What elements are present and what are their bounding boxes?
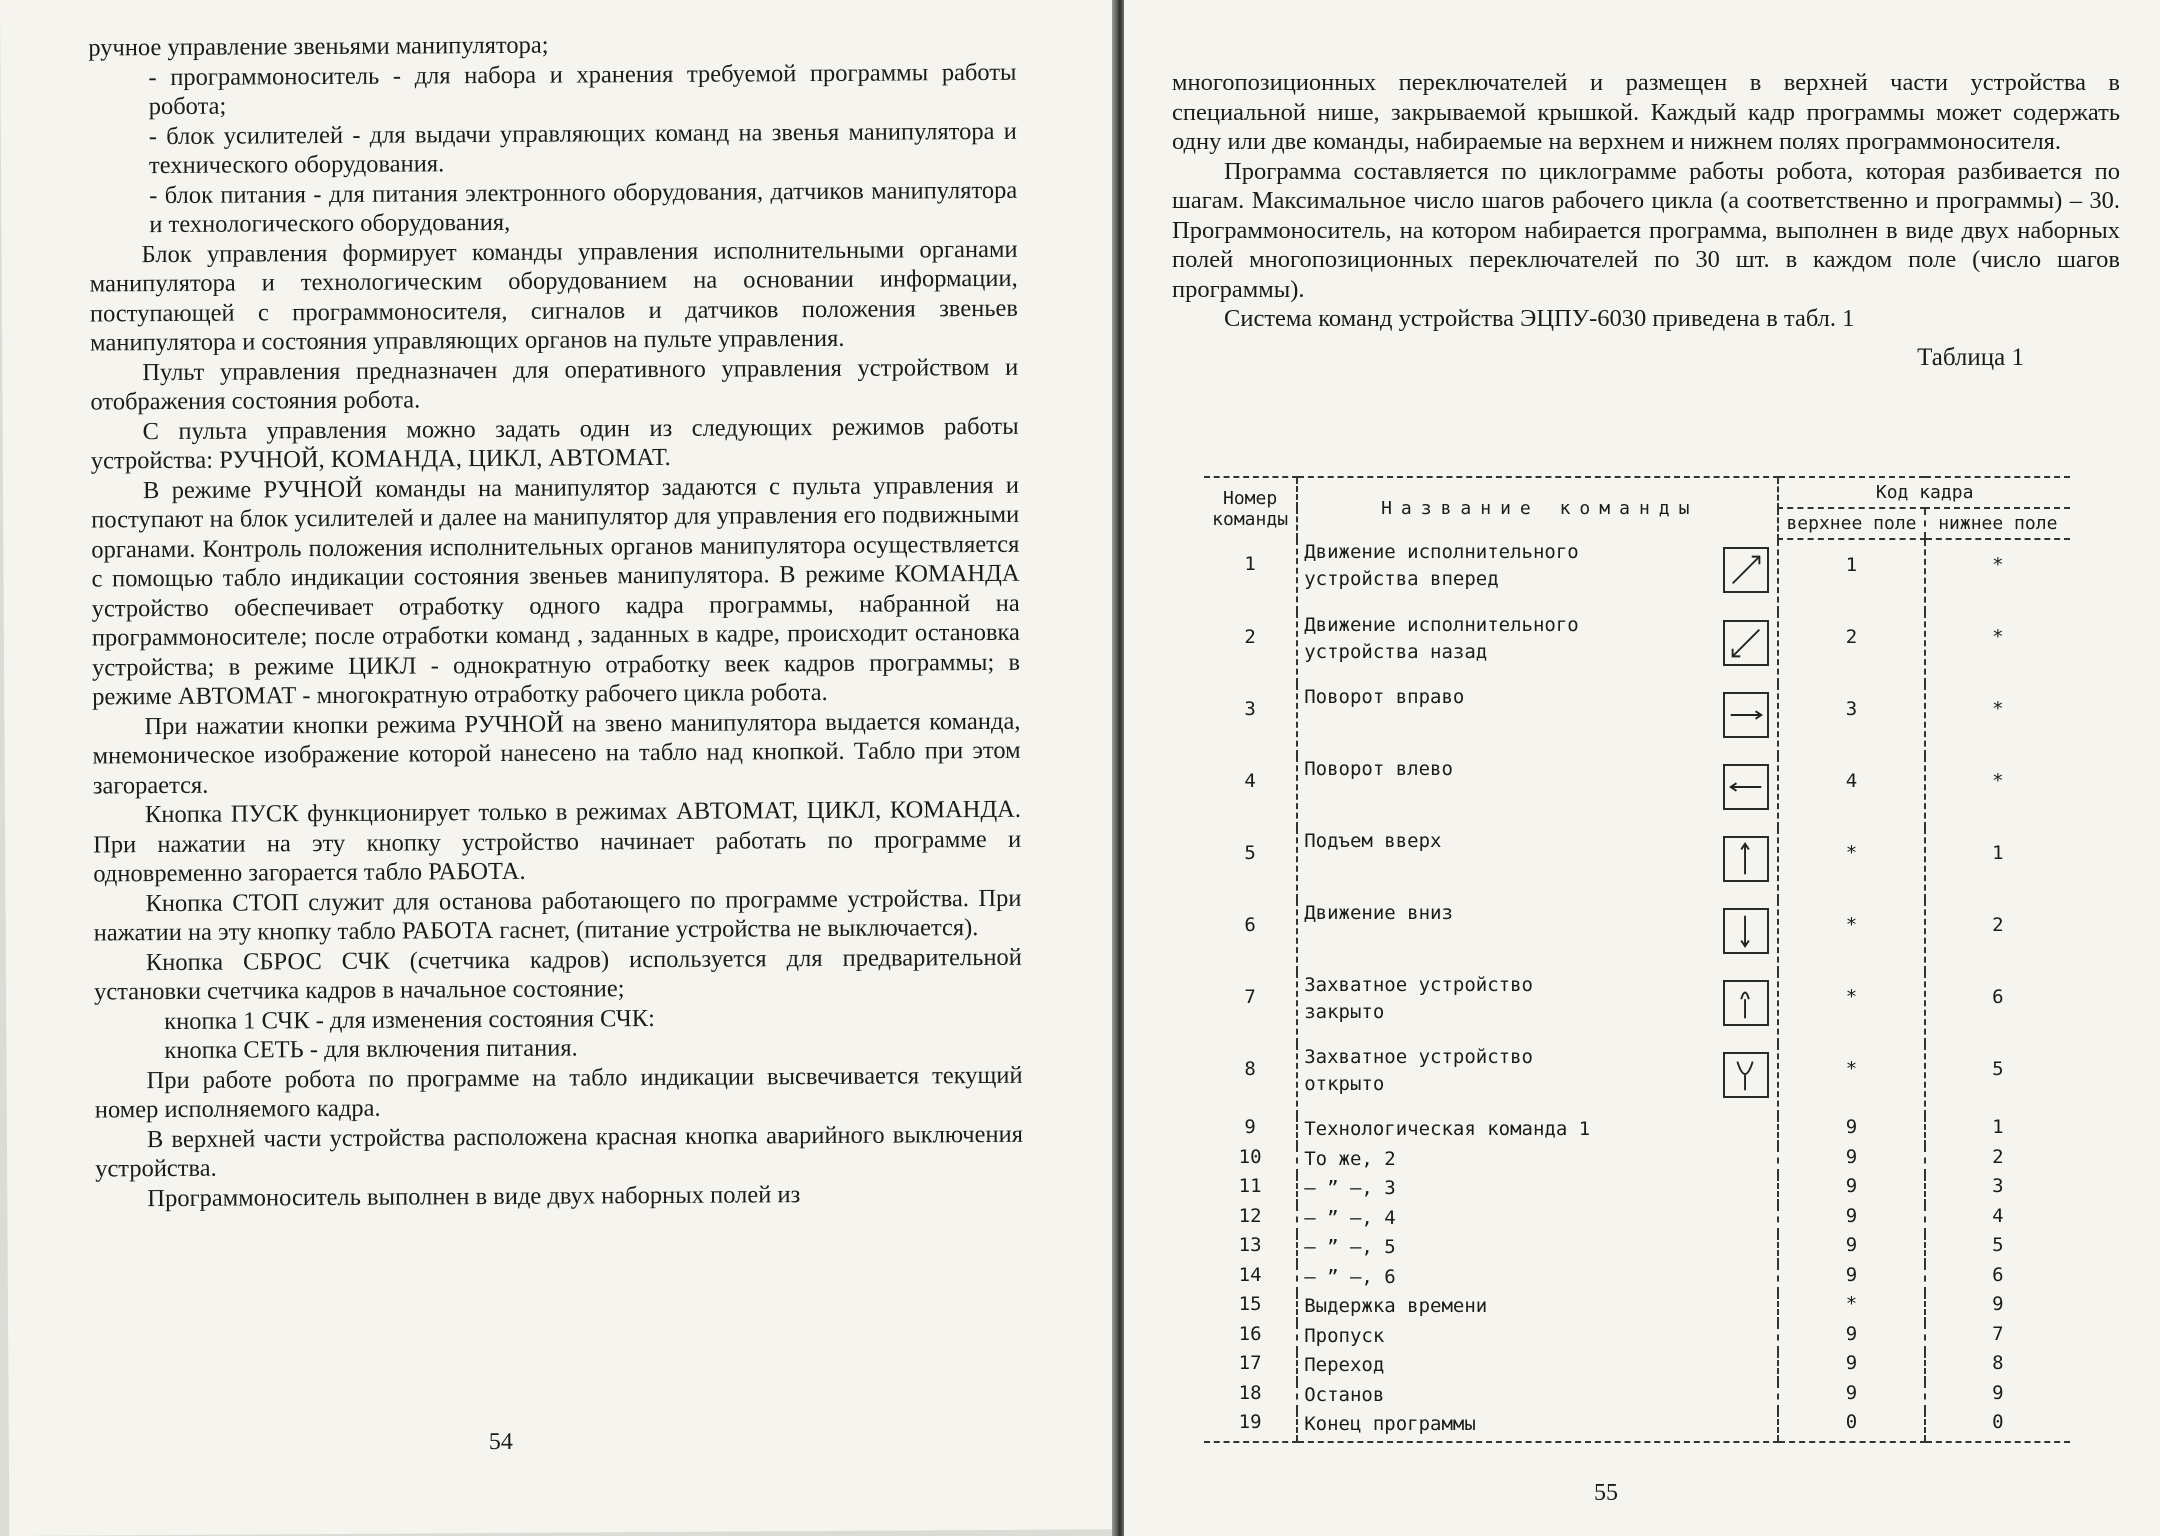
command-number: 13 — [1238, 1234, 1262, 1256]
command-name: Останов — [1304, 1383, 1385, 1406]
command-name: Захватное устройство закрыто — [1304, 974, 1533, 1023]
paragraph: - блок питания - для питания электронного оборудования, датчиков манипулятора и технологического оборудования, — [149, 176, 1018, 239]
command-name: Поворот вправо — [1304, 686, 1465, 708]
command-number: 19 — [1204, 1411, 1297, 1442]
header-number: Номер команды — [1204, 477, 1297, 539]
paragraph: Кнопка ПУСК функционирует только в режимах АВТОМАТ, ЦИКЛ, КОМАНДА. При нажатии на эту кнопку устройство начинает работать по программе и одновременно загорается табло РАБОТА. — [93, 795, 1022, 888]
diagonal-arrow-up-icon — [1723, 547, 1769, 593]
upper-field-code: 2 — [1778, 612, 1924, 684]
command-name-cell — [1297, 539, 1778, 612]
lower-field-code: 5 — [1925, 1044, 2070, 1116]
command-name-cell — [1297, 1116, 1778, 1146]
command-name-cell — [1297, 1264, 1778, 1294]
upper-field-code: 9 — [1778, 1264, 1924, 1294]
upper-field-code: * — [1778, 972, 1924, 1044]
left-page-text — [88, 28, 1023, 1214]
command-name: – ” –, 5 — [1304, 1236, 1396, 1258]
paragraph: Блок управления формирует команды управления исполнительными органами манипулятора и технологическим оборудованием на основании информации, поступающей с программоносителя, сигналов и датчиков положения звеньев манипулятора и состояния управляющих органов на пульте управления. — [89, 235, 1018, 357]
command-name: Поворот влево — [1304, 758, 1453, 780]
table-row — [1204, 612, 2070, 684]
command-name: Движение вниз — [1304, 902, 1453, 924]
command-name: Движение исполнительного устройства вперед — [1304, 541, 1579, 590]
command-name-cell — [1297, 828, 1778, 900]
lower-field-code: 5 — [1925, 1234, 2070, 1264]
paragraph: Программа составляется по циклограмме работы робота, которая разбивается по шагам. Максимальное число шагов рабочего цикла (а соответственно и программы) – 30. Программоноситель, на котором набирается программа, выполнен в виде двух наборных полей многопозиционных переключателей по 30 шт. в каждом поле (число шагов программы). — [1172, 157, 2120, 303]
paragraph: При нажатии кнопки режима РУЧНОЙ на звено манипулятора выдается команда, мнемоническое изображение которой нанесено на табло над кнопкой. Табло при этом загорается. — [92, 707, 1021, 799]
paragraph: Система команд устройства ЭЦПУ-6030 приведена в табл. 1 — [1224, 305, 1855, 332]
command-name: Подъем вверх — [1304, 830, 1442, 852]
lower-field-code: 6 — [1925, 1264, 2070, 1294]
table-row — [1204, 1044, 2070, 1116]
command-name: Пропуск — [1304, 1324, 1385, 1347]
table-row — [1204, 1352, 2070, 1382]
paragraph: При работе робота по программе на табло индикации высвечивается текущий номер исполняемого кадра. — [94, 1061, 1023, 1124]
upper-field-code: * — [1778, 900, 1924, 972]
upper-field-code: 9 — [1778, 1382, 1924, 1412]
command-number: 15 — [1238, 1293, 1262, 1315]
paragraph: Программоноситель выполнен в виде двух наборных полей из — [147, 1180, 801, 1212]
command-number: 4 — [1244, 770, 1256, 792]
lower-field-code: 2 — [1925, 1146, 2070, 1176]
upper-field-code: 9 — [1778, 1234, 1924, 1264]
table-row — [1204, 972, 2070, 1044]
upper-field-code: 9 — [1778, 1175, 1924, 1205]
command-name-cell — [1297, 1044, 1778, 1116]
upper-field-code: 4 — [1778, 756, 1924, 828]
command-name-cell — [1297, 612, 1778, 684]
table-row — [1204, 1146, 2070, 1176]
paragraph: ручное управление звеньями манипулятора; — [88, 31, 549, 62]
upper-field-code: 9 — [1778, 1352, 1924, 1382]
lower-field-code: 1 — [1925, 1116, 2070, 1146]
upper-field-code: * — [1778, 1293, 1924, 1323]
command-name: – ” –, 4 — [1304, 1206, 1396, 1229]
arrow-down-icon — [1723, 908, 1769, 954]
command-name-cell — [1297, 1234, 1778, 1264]
lower-field-code: 8 — [1925, 1352, 2070, 1382]
arrow-left-icon — [1723, 764, 1769, 810]
command-name-cell — [1297, 684, 1778, 756]
table-row — [1204, 1411, 2070, 1442]
table-row — [1204, 1382, 2070, 1412]
lower-field-code: 0 — [1925, 1411, 2070, 1442]
lower-field-code: * — [1925, 539, 2070, 612]
header-lower: нижнее поле — [1925, 508, 2070, 539]
paragraph: кнопка СЕТЬ - для включения питания. — [164, 1034, 578, 1065]
lower-field-code: 7 — [1925, 1323, 2070, 1353]
table-row — [1204, 1175, 2070, 1205]
table-row — [1204, 828, 2070, 900]
table-row — [1204, 1323, 2070, 1353]
upper-field-code: 9 — [1778, 1205, 1924, 1235]
command-number: 14 — [1238, 1263, 1262, 1286]
paragraph: - блок усилителей - для выдачи управляющих команд на звенья манипулятора и технического оборудования. — [148, 117, 1017, 180]
paragraph: В верхней части устройства расположена красная кнопка аварийного выключения устройства. — [95, 1120, 1024, 1183]
command-number: 17 — [1238, 1352, 1262, 1374]
command-name-cell — [1297, 1382, 1778, 1412]
arrow-right-icon — [1723, 692, 1769, 738]
table-row — [1204, 1264, 2070, 1294]
lower-field-code: 9 — [1925, 1293, 2070, 1323]
command-name-cell — [1297, 1323, 1778, 1353]
command-number: 5 — [1244, 842, 1256, 864]
lower-field-code: 3 — [1925, 1175, 2070, 1205]
lower-field-code: * — [1925, 612, 2070, 684]
table-row — [1204, 1205, 2070, 1235]
command-name: Выдержка времени — [1304, 1295, 1488, 1317]
command-number: 10 — [1238, 1145, 1262, 1168]
command-name: Переход — [1304, 1354, 1385, 1376]
command-number: 7 — [1244, 986, 1256, 1008]
gripper-open-icon — [1723, 1052, 1769, 1098]
diagonal-arrow-down-icon — [1723, 620, 1769, 666]
command-number: 11 — [1238, 1175, 1262, 1197]
command-name: То же, 2 — [1304, 1147, 1396, 1170]
command-number: 6 — [1244, 914, 1256, 936]
command-name-cell — [1297, 1175, 1778, 1205]
upper-field-code: * — [1778, 1044, 1924, 1116]
command-name: – ” –, 6 — [1304, 1265, 1396, 1288]
paragraph: Кнопка СБРОС СЧК (счетчика кадров) используется для предварительной установки счетчика кадров в начальное состояние; — [93, 943, 1022, 1006]
command-name-cell — [1297, 1411, 1778, 1442]
command-name-cell — [1297, 1205, 1778, 1235]
right-page-text — [1172, 68, 2120, 334]
page-number-right: 55 — [1594, 1480, 1618, 1506]
command-number: 16 — [1238, 1322, 1262, 1345]
header-code: Код кадра — [1778, 477, 2070, 508]
lower-field-code: 4 — [1925, 1205, 2070, 1235]
command-name: – ” –, 3 — [1304, 1177, 1396, 1199]
command-number: 18 — [1238, 1381, 1262, 1404]
table-row — [1204, 900, 2070, 972]
upper-field-code: 1 — [1778, 539, 1924, 612]
upper-field-code: * — [1778, 828, 1924, 900]
upper-field-code: 9 — [1778, 1323, 1924, 1353]
lower-field-code: 9 — [1925, 1382, 2070, 1412]
paragraph: Пульт управления предназначен для оперативного управления устройством и отображения состояния робота. — [90, 353, 1019, 416]
command-name-cell — [1297, 972, 1778, 1044]
arrow-up-icon — [1723, 836, 1769, 882]
command-number: 3 — [1244, 698, 1256, 720]
paragraph: Кнопка СТОП служит для останова работающего по программе устройства. При нажатии на эту кнопку табло РАБОТА гаснет, (питание устройства не выключается). — [93, 884, 1022, 947]
command-number: 12 — [1238, 1204, 1262, 1227]
command-name-cell — [1297, 1293, 1778, 1323]
command-number: 1 — [1244, 553, 1256, 575]
paragraph: кнопка 1 СЧК - для изменения состояния СЧК: — [164, 1004, 655, 1035]
command-name: Конец программы — [1304, 1413, 1476, 1435]
command-number: 9 — [1244, 1116, 1256, 1138]
command-name-cell — [1297, 1352, 1778, 1382]
lower-field-code: * — [1925, 756, 2070, 828]
paragraph: В режиме РУЧНОЙ команды на манипулятор задаются с пульта управления и поступают на блок усилителей и далее на манипулятор для управления его подвижными органами. Контроль положения исполнительных органов манипулятора осуществляется с помощью табло индикации состояния звеньев манипулятора. В режиме КОМАНДА устройство обеспечивает отработку одного кадра программы, набранной на программоносителе; после отработки команд , заданных в кадре, происходит остановка устройства; в режиме ЦИКЛ - однократную отработку веек кадров программы; в режиме АВТОМАТ - многократную отработку рабочего цикла робота. — [91, 471, 1021, 711]
right-page — [1124, 0, 2160, 1536]
table-row — [1204, 539, 2070, 612]
table-title: Таблица 1 — [1917, 343, 2024, 371]
table-row — [1204, 684, 2070, 756]
table-row — [1204, 1234, 2070, 1264]
upper-field-code: 3 — [1778, 684, 1924, 756]
command-name: Движение исполнительного устройства назад — [1304, 614, 1579, 663]
paragraph: - программоноситель - для набора и хранения требуемой программы работы робота; — [148, 58, 1017, 121]
command-name-cell — [1297, 900, 1778, 972]
table-row — [1204, 1293, 2070, 1323]
lower-field-code: * — [1925, 684, 2070, 756]
command-number: 8 — [1244, 1058, 1256, 1080]
table-row — [1204, 1116, 2070, 1146]
command-name: Технологическая команда 1 — [1304, 1118, 1591, 1140]
header-upper: верхнее поле — [1778, 508, 1924, 539]
command-name-cell — [1297, 756, 1778, 828]
upper-field-code: 9 — [1778, 1116, 1924, 1146]
command-table — [1204, 476, 2070, 1443]
page-number-left: 54 — [488, 1428, 513, 1456]
table-row — [1204, 756, 2070, 828]
command-name: Захватное устройство открыто — [1304, 1046, 1533, 1095]
command-table-body — [1204, 539, 2070, 1442]
upper-field-code: 9 — [1778, 1146, 1924, 1176]
gripper-closed-icon — [1723, 980, 1769, 1026]
lower-field-code: 1 — [1925, 828, 2070, 900]
command-number: 2 — [1244, 626, 1256, 648]
upper-field-code: 0 — [1778, 1411, 1924, 1442]
header-name: Название команды — [1297, 477, 1778, 539]
lower-field-code: 2 — [1925, 900, 2070, 972]
command-name-cell — [1297, 1146, 1778, 1176]
lower-field-code: 6 — [1925, 972, 2070, 1044]
paragraph: С пульта управления можно задать один из следующих режимов работы устройства: РУЧНОЙ, КОМАНДА, ЦИКЛ, АВТОМАТ. — [90, 412, 1019, 475]
paragraph: многопозиционных переключателей и размещен в верхней части устройства в специальной нише, закрываемой крышкой. Каждый кадр программы может содержать одну или две команды, набираемые на верхнем и нижнем полях программоносителя. — [1172, 69, 2120, 155]
